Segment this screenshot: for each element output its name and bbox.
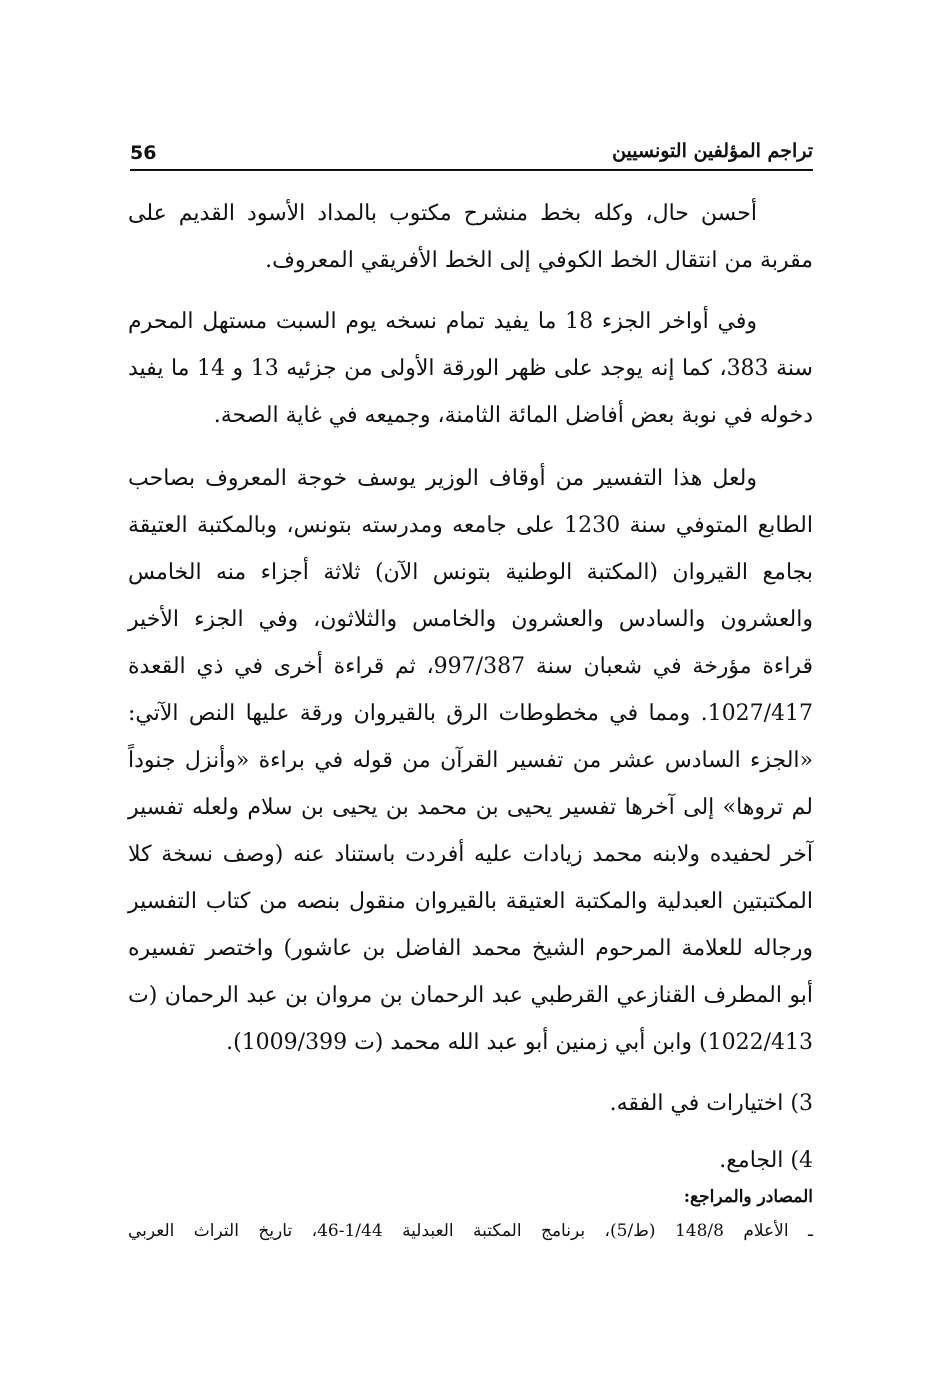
list-item-3: 3) اختيارات في الفقه.: [609, 1091, 813, 1116]
header-divider: [130, 169, 813, 171]
sources-heading: المصادر والمراجع:: [683, 1187, 813, 1207]
main-text: [128, 190, 813, 1184]
page-number: 56: [130, 142, 157, 164]
paragraph-3: ولعل هذا التفسير من أوقاف الوزير يوسف خوجة المعروف بصاحب الطابع المتوفي سنة 1230 على جامعه ومدرسته بتونس، وبالمكتبة العتيقة بجامع القيروان (المكتبة الوطنية بتونس الآن) ثلاثة أجزاء منه الخامس والعشرون والسادس والعشرون والخامس والثلاثون، وفي الجزء الأخير قراءة مؤرخة في شعبان سنة 997/387، ثم قراءة أخرى في ذي القعدة 1027/417. ومما في مخطوطات الرق بالقيروان ورقة عليها النص الآتي: «الجزء السادس عشر من تفسير القرآن من قوله في براءة «وأنزل جنوداً لم تروها» إلى آخرها تفسير يحيى بن محمد بن يحيى بن سلام ولعله تفسير آخر لحفيده ولابنه محمد زيادات عليه أفردت باستناد عنه (وصف نسخة كلا المكتبتين العبدلية والمكتبة العتيقة بالقيروان منقول بنصه من كتاب التفسير ورجاله للعلامة المرحوم الشيخ محمد الفاضل بن عاشور) واختصر تفسيره أبو المطرف القنازعي القرطبي عبد الرحمان بن مروان بن عبد الرحمان (ت 1022/413) وابن أبي زمنين أبو عبد الله محمد (ت 1009/399).: [128, 466, 813, 1055]
running-title: تراجم المؤلفين التونسيين: [612, 140, 813, 162]
list-item-4: 4) الجامع.: [719, 1148, 813, 1173]
page-header: [130, 138, 813, 170]
sources-line: ـ الأعلام 148/8 (ط/5)، برنامج المكتبة العبدلية 1/44-46، تاريخ التراث العربي: [128, 1221, 813, 1241]
paragraph-1: أحسن حال، وكله بخط منشرح مكتوب بالمداد الأسود القديم على مقربة من انتقال الخط الكوفي إلى الخط الأفريقي المعروف.: [128, 201, 813, 273]
sources-section: [128, 1180, 813, 1248]
paragraph-2: وفي أواخر الجزء 18 ما يفيد تمام نسخه يوم السبت مستهل المحرم سنة 383، كما إنه يوجد على ظهر الورقة الأولى من جزئيه 13 و 14 ما يفيد دخوله في نوبة بعض أفاضل المائة الثامنة، وجميعه في غاية الصحة.: [128, 309, 813, 428]
